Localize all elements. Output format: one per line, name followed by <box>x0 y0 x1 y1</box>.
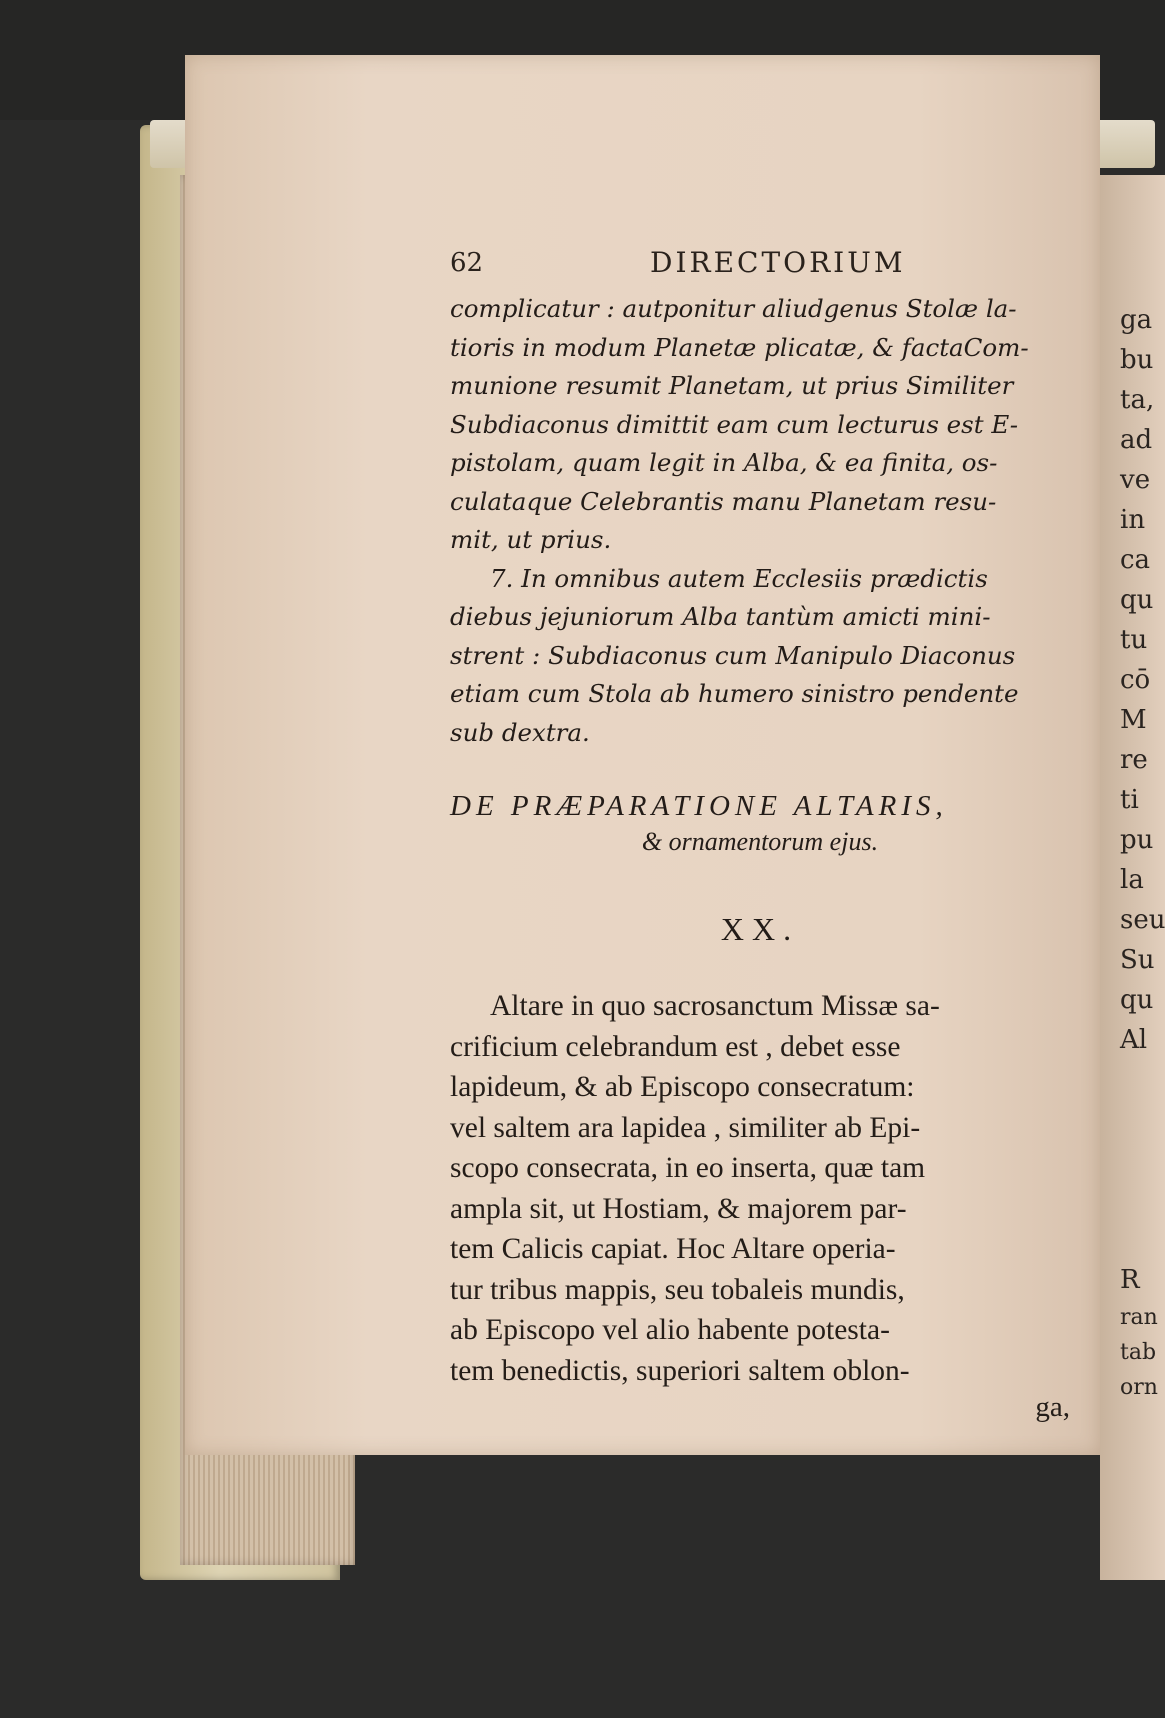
text-line: ampla sit, ut Hostiam, & majorem par- <box>450 1192 907 1225</box>
adjacent-fragment: cō <box>1120 665 1151 695</box>
text-line: Subdiaconus dimittit eam cum lecturus est E- <box>450 409 1019 439</box>
text-line: culataque Celebrantis manu Planetam resu- <box>450 486 997 516</box>
catchword: ga, <box>1035 1391 1070 1423</box>
adjacent-fragment: Su <box>1120 945 1155 975</box>
adjacent-fragment: qu <box>1120 985 1154 1015</box>
adjacent-fragment: ran <box>1120 1305 1158 1330</box>
text-line: munione resumit Planetam, ut prius Similiter <box>450 371 1014 400</box>
adjacent-fragment: seu <box>1120 905 1165 935</box>
text-line: etiam cum Stola ab humero sinistro pendente <box>450 679 1019 708</box>
adjacent-fragment: Al <box>1120 1025 1148 1055</box>
page-header <box>450 240 1070 290</box>
text-line: 7. In omnibus autem Ecclesiis prædictis <box>490 563 988 593</box>
adjacent-fragment: orn <box>1120 1375 1158 1400</box>
adjacent-fragment: la <box>1120 865 1144 895</box>
text-line: diebus jejuniorum Alba tantùm amicti mini- <box>450 602 991 631</box>
paragraph-2 <box>450 560 1070 753</box>
text-line: scopo consecrata, in eo inserta, quæ tam <box>450 1152 926 1184</box>
adjacent-fragment: M <box>1120 705 1147 735</box>
text-line: crificium celebrandum est , debet esse <box>450 1030 901 1063</box>
adjacent-fragment: ta, <box>1120 385 1155 415</box>
adjacent-fragment: tab <box>1120 1340 1157 1365</box>
adjacent-fragment: tu <box>1120 625 1148 655</box>
chapter-number: XX. <box>720 911 800 947</box>
text-line: complicatur : autponitur aliudgenus Stolæ la- <box>450 294 1017 323</box>
text-line: tioris in modum Planetæ plicatæ, & factaCom- <box>450 332 1029 362</box>
text-line: strent : Subdiaconus cum Manipulo Diaconus <box>450 640 1016 670</box>
adjacent-fragment: bu <box>1120 345 1154 375</box>
text-line: ab Episcopo vel alio habente potesta- <box>450 1314 890 1346</box>
paragraph-3 <box>450 986 1070 1391</box>
adjacent-fragment: R <box>1120 1265 1140 1295</box>
text-line: Altare in quo sacrosanctum Missæ sa- <box>490 990 940 1022</box>
adjacent-fragment: re <box>1120 745 1148 775</box>
text-line: tem Calicis capiat. Hoc Altare operia- <box>450 1233 896 1265</box>
page-number: 62 <box>450 248 484 278</box>
adjacent-page-fragment <box>1100 175 1165 1580</box>
text-line: lapideum, & ab Episcopo consecratum: <box>450 1071 915 1103</box>
adjacent-fragment: in <box>1120 505 1146 535</box>
adjacent-fragment: pu <box>1120 825 1154 855</box>
adjacent-fragment: ga <box>1120 305 1153 335</box>
text-line: vel saltem ara lapidea , similiter ab Epi- <box>450 1111 921 1144</box>
adjacent-fragment: ti <box>1120 785 1139 815</box>
adjacent-fragment: ve <box>1120 465 1151 495</box>
running-head: DIRECTORIUM <box>650 246 906 279</box>
section-title: DE PRÆPARATIONE ALTARIS, <box>450 790 948 822</box>
section-subtitle: & ornamentorum ejus. <box>641 827 879 856</box>
adjacent-fragment: ad <box>1120 425 1153 455</box>
page-text <box>450 240 1070 1424</box>
text-line: tur tribus mappis, seu tobaleis mundis, <box>450 1273 905 1306</box>
adjacent-fragment: qu <box>1120 585 1154 615</box>
text-line: pistolam, quam legit in Alba, & ea finita, os- <box>450 448 998 477</box>
text-line: tem benedictis, superiori saltem oblon- <box>450 1354 910 1387</box>
paragraph-1 <box>450 290 1070 560</box>
text-line: sub dextra. <box>450 717 590 747</box>
adjacent-fragment: ca <box>1120 545 1151 575</box>
text-line: mit, ut prius. <box>450 525 612 554</box>
